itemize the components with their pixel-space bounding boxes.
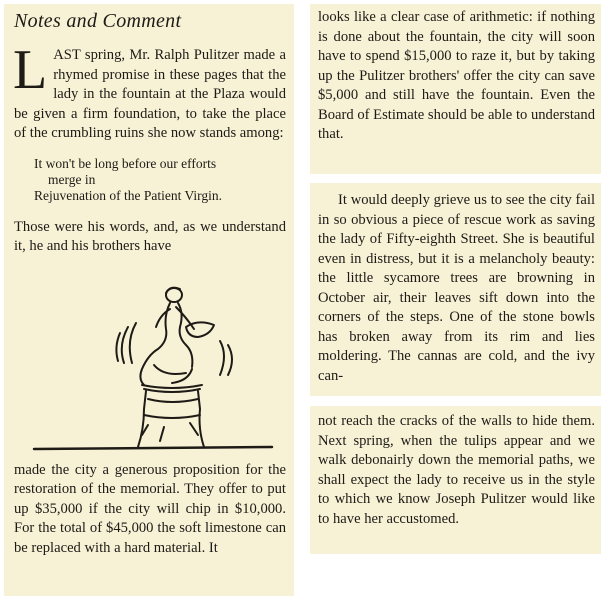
right-column-block-2 [310, 183, 601, 396]
paragraph-proposition: made the city a generous proposition for the restoration of the memorial. They offer to put up $35,000 if the city will chip in $10,000. For the total of $45,000 the soft limestone can be replaced with a hard material. It [14, 461, 286, 556]
left-column [4, 4, 294, 596]
paragraph-grieve: It would deeply grieve us to see the city fail in so obvious a piece of rescue work as saving the lady of Fifty-eighth Street. She is beautiful even in distress, but it is a melancholy beauty: the little sycamore trees are browning in October air, their leaves sift down into the corners of the steps. One of the stone bowls has broken away from its rim and lies moldering. The cannas are cold, and the ivy can- [318, 192, 595, 384]
paragraph-those-were: Those were his words, and, as we understand it, he and his brothers have [14, 218, 286, 254]
fountain-lady-illustration [14, 265, 284, 455]
drop-cap: L [13, 39, 48, 101]
right-column-block-1 [310, 4, 601, 174]
paragraph-next-spring: not reach the cracks of the walls to hide them. Next spring, when the tulips appear and we walk debonairly down the memorial paths, we shall expect the lady to receive us in the style to which we know Joseph Pulitzer would like to have her accustomed. [318, 413, 595, 527]
opening-paragraph-text: AST spring, Mr. Ralph Pulitzer made a rhymed promise in these pages that the lady in the fountain at the Plaza would be given a firm foundation, to take the place of the crumbling ruins she now stands among: [14, 47, 286, 141]
opening-paragraph [13, 39, 286, 144]
verse-line-3: Rejuvenation of the Patient Virgin. [34, 187, 223, 203]
right-column-block-3 [310, 406, 601, 554]
verse-line-1: It won't be long before our efforts [34, 155, 217, 171]
verse-line-2: merge in [48, 171, 96, 187]
paragraph-arithmetic: looks like a clear case of arithmetic: if nothing is done about the fountain, the city will soon have to spend $15,000 to raze it, but by taking up the Pulitzer brothers' offer the city can save $5,000 and still have the fountain. Even the Board of Estimate should be able to understand that. [318, 9, 595, 142]
verse-quote [34, 156, 286, 204]
section-heading: Notes and Comment [14, 10, 182, 32]
